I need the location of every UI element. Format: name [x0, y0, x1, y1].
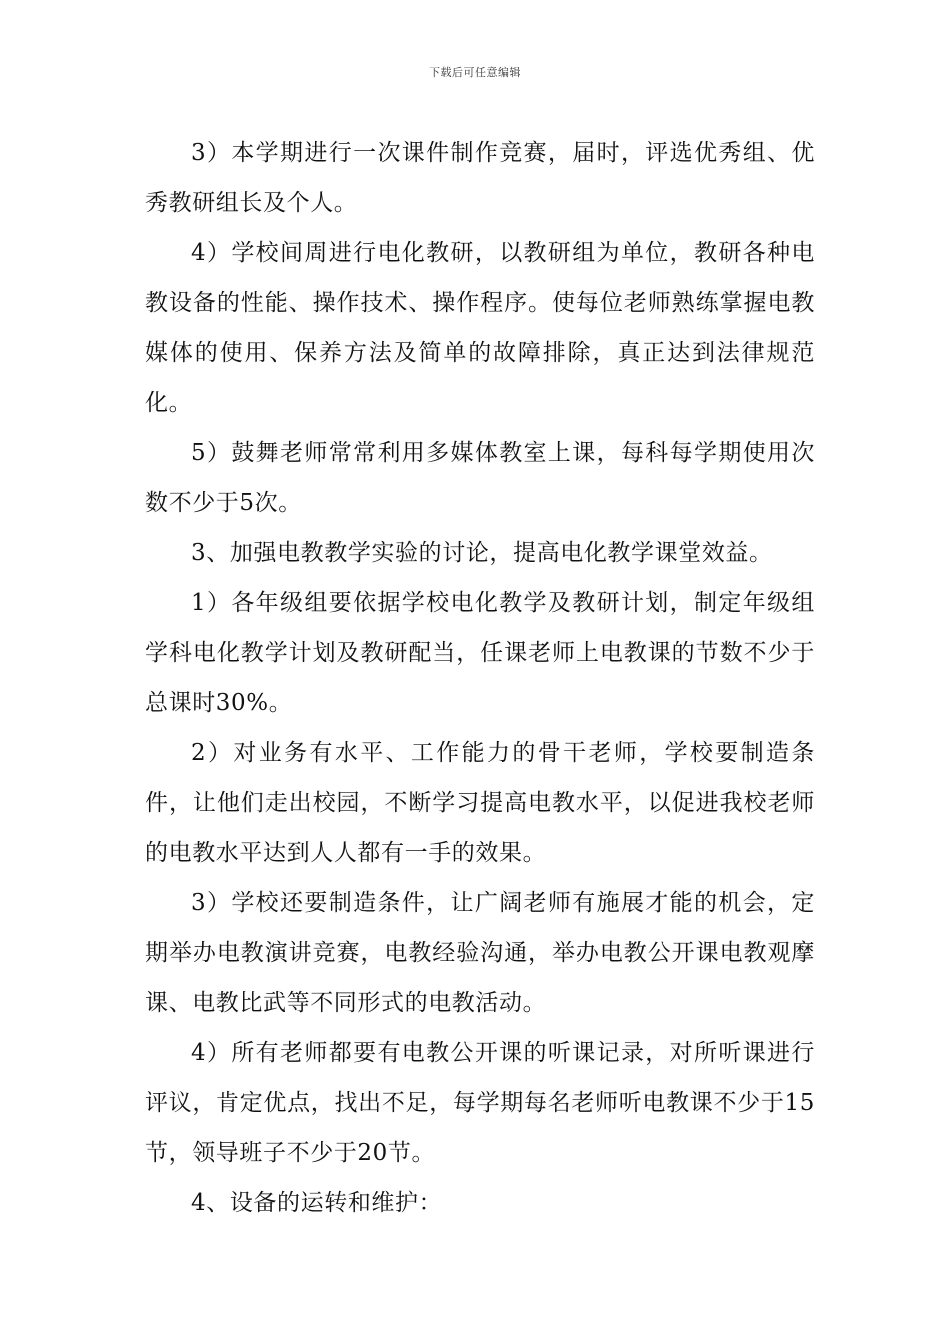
paragraph-item-3-activities: 3）学校还要制造条件，让广阔老师有施展才能的机会，定期举办电教演讲竞赛，电教经验沟通，举办电教公开课电教观摩课、电教比武等不同形式的电教活动。 — [145, 890, 815, 1016]
document-body — [145, 128, 815, 1228]
section-heading-3: 3、加强电教教学实验的讨论，提高电化教学课堂效益。 — [191, 540, 773, 566]
paragraph-item-4-teaching-research: 4）学校间周进行电化教研，以教研组为单位，教研各种电教设备的性能、操作技术、操作程序。使每位老师熟练掌握电教媒体的使用、保养方法及简单的故障排除，真正达到法律规范化。 — [145, 240, 815, 416]
header-note: 下载后可任意编辑 — [429, 66, 521, 79]
paragraph-item-5-multimedia-use: 5）鼓舞老师常常利用多媒体教室上课，每科每学期使用次数不少于5次。 — [145, 440, 815, 516]
paragraph-item-1-grade-plan: 1）各年级组要依据学校电化教学及教研计划，制定年级组学科电化教学计划及教研配当，任课老师上电教课的节数不少于总课时30%。 — [145, 590, 815, 716]
paragraph-item-3-competition: 3）本学期进行一次课件制作竞赛，届时，评选优秀组、优秀教研组长及个人。 — [145, 140, 815, 216]
section-heading-4: 4、设备的运转和维护： — [191, 1190, 443, 1216]
paragraph-item-4-lecture-records: 4）所有老师都要有电教公开课的听课记录，对所听课进行评议，肯定优点，找出不足，每学期每名老师听电教课不少于15节，领导班子不少于20节。 — [145, 1040, 815, 1166]
paragraph-item-2-backbone-teachers: 2）对业务有水平、工作能力的骨干老师，学校要制造条件，让他们走出校园，不断学习提高电教水平，以促进我校老师的电教水平达到人人都有一手的效果。 — [145, 740, 815, 866]
